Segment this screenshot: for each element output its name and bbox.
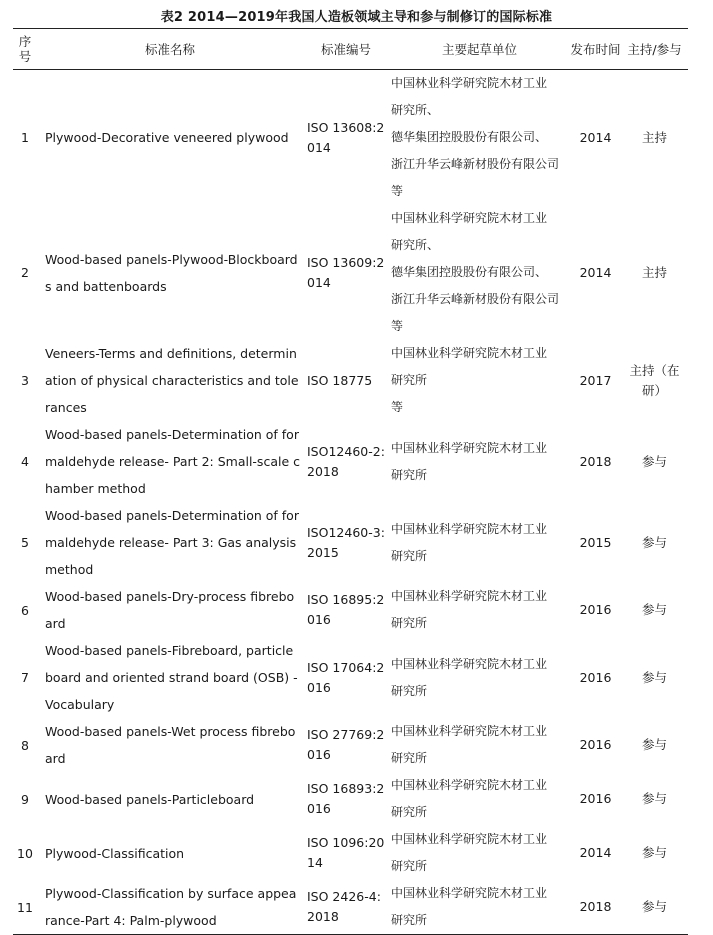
standard-code: ISO 13608:2014 (307, 119, 385, 155)
drafting-unit-line: 研究所 (391, 751, 428, 765)
drafting-unit-line: 研究所 (391, 373, 428, 387)
drafting-units (389, 826, 570, 880)
standard-code: ISO 2426-4:2018 (307, 889, 381, 924)
row-index: 3 (21, 373, 29, 388)
header-name: 标准名称 (144, 42, 195, 57)
row-index: 2 (21, 265, 29, 280)
table-row (13, 340, 688, 421)
role: 参与 (641, 602, 667, 617)
publish-year: 2014 (579, 845, 612, 860)
publish-year: 2016 (579, 737, 612, 752)
header-year: 发布时间 (570, 42, 621, 57)
table-row (13, 637, 688, 718)
drafting-unit-line: 中国林业科学研究院木材工业 (391, 521, 548, 536)
drafting-unit-line: 等 (391, 319, 404, 333)
header-code: 标准编号 (320, 42, 371, 57)
drafting-unit-line: 中国林业科学研究院木材工业 (391, 656, 548, 671)
row-index: 11 (17, 899, 33, 915)
publish-year: 2016 (579, 669, 612, 685)
drafting-unit-line: 研究所、 (391, 238, 440, 252)
standard-code: ISO 17064:2016 (307, 659, 385, 695)
role: 参与 (641, 737, 667, 752)
drafting-unit-line: 中国林业科学研究院木材工业 (391, 346, 548, 360)
drafting-units (389, 718, 570, 772)
drafting-unit-line: 中国林业科学研究院木材工业 (391, 724, 548, 738)
drafting-unit-line: 浙江升华云峰新材股份有限公司 (391, 157, 560, 171)
standard-code: ISO 18775 (307, 372, 373, 388)
role: 主持 (641, 264, 667, 280)
standard-name: Plywood-Classification (45, 845, 185, 861)
drafting-units (389, 772, 570, 826)
table-row (13, 583, 688, 637)
standard-name: Wood-based panels-Determination of formaldehyde release- Part 3: Gas analysis method (45, 508, 299, 577)
role: 主持 (641, 129, 667, 145)
drafting-unit-line: 中国林业科学研究院木材工业 (391, 440, 548, 455)
drafting-unit-line: 中国林业科学研究院木材工业 (391, 76, 548, 90)
drafting-unit-line: 中国林业科学研究院木材工业 (391, 778, 548, 792)
drafting-units (389, 70, 570, 206)
drafting-unit-line: 研究所、 (391, 103, 440, 117)
publish-year: 2014 (579, 264, 612, 280)
publish-year: 2015 (579, 534, 612, 550)
row-index: 7 (21, 670, 29, 685)
drafting-unit-line: 研究所 (391, 805, 428, 819)
drafting-unit-line: 研究所 (391, 859, 428, 873)
standard-name: Veneers-Terms and definitions, determination of physical characteristics and tolerances (45, 346, 299, 415)
role: 参与 (641, 899, 667, 914)
standard-code: ISO 27769:2016 (307, 727, 385, 762)
drafting-unit-line: 德华集团控股股份有限公司、 (391, 130, 548, 144)
standard-name: Wood-based panels-Dry-process fibreboard (45, 589, 295, 631)
standard-name: Wood-based panels-Plywood-Blockboards and battenboards (45, 251, 298, 294)
standards-table (13, 28, 688, 935)
drafting-unit-line: 中国林业科学研究院木材工业 (391, 589, 548, 603)
drafting-units (389, 583, 570, 637)
drafting-unit-line: 等 (391, 400, 404, 414)
drafting-unit-line: 中国林业科学研究院木材工业 (391, 211, 548, 225)
drafting-units (389, 637, 570, 718)
role: 参与 (641, 534, 667, 550)
table-row (13, 205, 688, 340)
standard-name: Wood-based panels-Determination of formaldehyde release- Part 2: Small-scale chamber method (45, 427, 300, 496)
standard-name: Wood-based panels-Particleboard (45, 791, 255, 807)
standard-code: ISO 16895:2016 (307, 592, 385, 627)
role: 参与 (641, 845, 667, 860)
role: 参与 (641, 669, 667, 685)
publish-year: 2018 (579, 899, 612, 914)
header-row (13, 29, 688, 70)
row-index: 5 (21, 535, 29, 550)
header-index: 序号 (18, 34, 32, 64)
drafting-unit-line: 研究所 (391, 913, 428, 927)
row-index: 9 (21, 791, 29, 807)
header-unit: 主要起草单位 (441, 42, 517, 57)
role: 参与 (641, 791, 667, 806)
drafting-unit-line: 中国林业科学研究院木材工业 (391, 886, 548, 900)
role: 参与 (641, 453, 667, 469)
drafting-units (389, 880, 570, 935)
drafting-unit-line: 德华集团控股股份有限公司、 (391, 265, 548, 279)
standard-code: ISO12460-3:2015 (307, 524, 385, 560)
standard-code: ISO 13609:2014 (307, 254, 385, 290)
drafting-unit-line: 研究所 (391, 683, 428, 698)
table-caption: 表2 2014—2019年我国人造板领域主导和参与制修订的国际标准 (160, 10, 553, 25)
table-row (13, 70, 688, 206)
row-index: 1 (21, 130, 29, 145)
standard-code: ISO12460-2:2018 (307, 443, 385, 479)
drafting-unit-line: 中国林业科学研究院木材工业 (391, 832, 548, 846)
header-role: 主持/参与 (627, 42, 682, 57)
publish-year: 2017 (579, 372, 612, 388)
row-index: 10 (17, 845, 33, 861)
table-row (13, 502, 688, 583)
table-row (13, 826, 688, 880)
drafting-units (389, 421, 570, 502)
drafting-units (389, 205, 570, 340)
drafting-unit-line: 浙江升华云峰新材股份有限公司 (391, 292, 560, 306)
table-row (13, 718, 688, 772)
table-row (13, 772, 688, 826)
standard-code: ISO 1096:2014 (307, 835, 385, 870)
standard-name: Wood-based panels-Fibreboard, particleboard and oriented strand board (OSB) -Vocabulary (45, 643, 298, 712)
publish-year: 2016 (579, 791, 612, 806)
drafting-unit-line: 研究所 (391, 548, 428, 563)
publish-year: 2016 (579, 602, 612, 617)
drafting-unit-line: 研究所 (391, 616, 428, 630)
drafting-units (389, 340, 570, 421)
standard-code: ISO 16893:2016 (307, 781, 385, 816)
drafting-units (389, 502, 570, 583)
row-index: 4 (21, 454, 29, 469)
row-index: 8 (21, 737, 29, 753)
table-row (13, 421, 688, 502)
table-row (13, 880, 688, 935)
row-index: 6 (21, 602, 29, 618)
standard-name: Wood-based panels-Wet process fibreboard (45, 724, 296, 766)
publish-year: 2018 (579, 453, 612, 469)
standard-name: Plywood-Decorative veneered plywood (45, 130, 289, 145)
drafting-unit-line: 等 (391, 184, 404, 198)
drafting-unit-line: 研究所 (391, 467, 428, 482)
standard-name: Plywood-Classification by surface appearance-Part 4: Palm-plywood (45, 886, 297, 928)
role: 主持（在研） (629, 362, 680, 398)
publish-year: 2014 (579, 129, 612, 145)
